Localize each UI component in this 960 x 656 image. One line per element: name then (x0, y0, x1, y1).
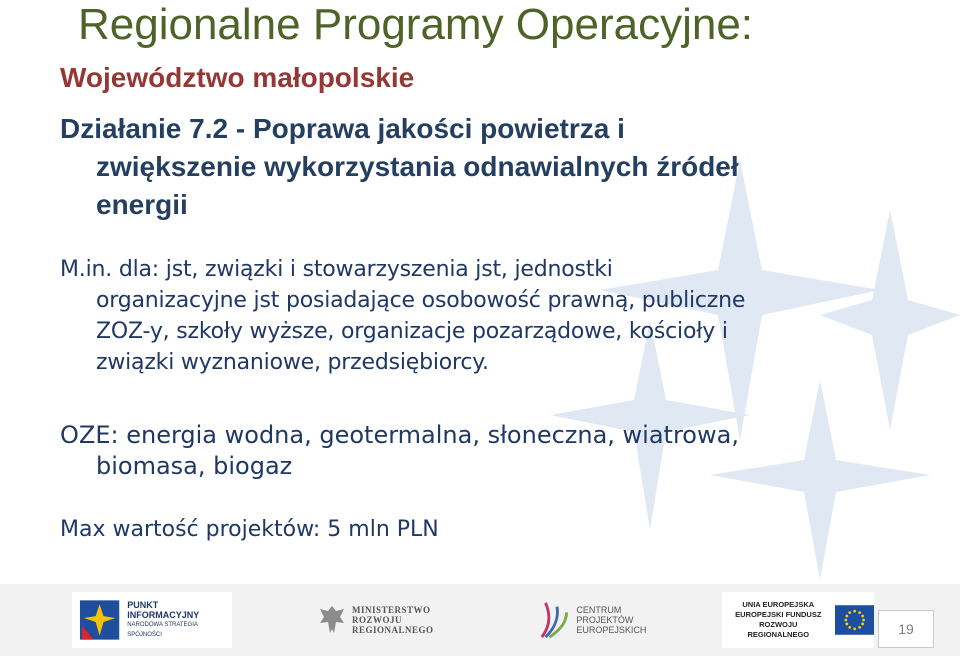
logo2-line-2: ROZWOJU (352, 615, 403, 625)
logo2-line-1: MINISTERSTWO (352, 605, 431, 615)
nss-star-icon (78, 596, 121, 644)
action-line-1: Działanie 7.2 - Poprawa jakości powietrza i (60, 113, 625, 144)
action-heading (60, 110, 920, 224)
logo1-line-1: PUNKT (127, 600, 159, 610)
eagle-emblem-icon (318, 603, 346, 637)
logo4-line-2: EUROPEJSKI FUNDUSZ (735, 610, 822, 619)
region-heading: Województwo małopolskie (60, 62, 415, 93)
recipients-line-1: M.in. dla: jst, związki i stowarzyszenia jst, jednostki (60, 257, 613, 282)
eu-flag-icon (835, 605, 874, 635)
ministerstwo-logo (318, 592, 448, 648)
page-number: 19 (878, 610, 934, 648)
logo2-line-3: REGIONALNEGO (352, 625, 434, 635)
punkt-informacyjny-logo (72, 592, 232, 648)
footer-logo-bar (0, 584, 960, 656)
recipients-line-3: ZOZ-y, szkoły wyższe, organizacje pozarządowe, kościoły i (96, 319, 728, 344)
page-title: Regionalne Programy Operacyjne: (78, 0, 754, 49)
logo1-line-3: NARODOWA STRATEGIA SPÓJNOŚCI (127, 622, 198, 638)
recipients-line-2: organizacyjne jst posiadające osobowość prawną, publiczne (96, 288, 746, 313)
recipients-paragraph (60, 254, 910, 378)
eu-fund-logo (722, 592, 874, 648)
centrum-projektow-logo (536, 592, 676, 648)
oze-line-1: OZE: energia wodna, geotermalna, słoneczna, wiatrowa, (60, 421, 739, 449)
logo4-line-3: ROZWOJU REGIONALNEGO (747, 620, 810, 639)
cpe-swirl-icon (536, 598, 570, 642)
logo3-line-1: CENTRUM PROJEKTÓW (576, 605, 634, 625)
action-line-2: zwiększenie wykorzystania odnawialnych źródeł (96, 151, 739, 182)
oze-paragraph (60, 420, 910, 482)
max-value-text: Max wartość projektów: 5 mln PLN (60, 517, 439, 542)
logo1-line-2: INFORMACYJNY (127, 610, 200, 620)
oze-line-2: biomasa, biogaz (96, 452, 293, 480)
recipients-line-4: związki wyznaniowe, przedsiębiorcy. (96, 350, 489, 375)
logo3-line-2: EUROPEJSKICH (576, 625, 647, 635)
logo4-line-1: UNIA EUROPEJSKA (742, 600, 815, 609)
action-line-3: energii (96, 189, 188, 220)
